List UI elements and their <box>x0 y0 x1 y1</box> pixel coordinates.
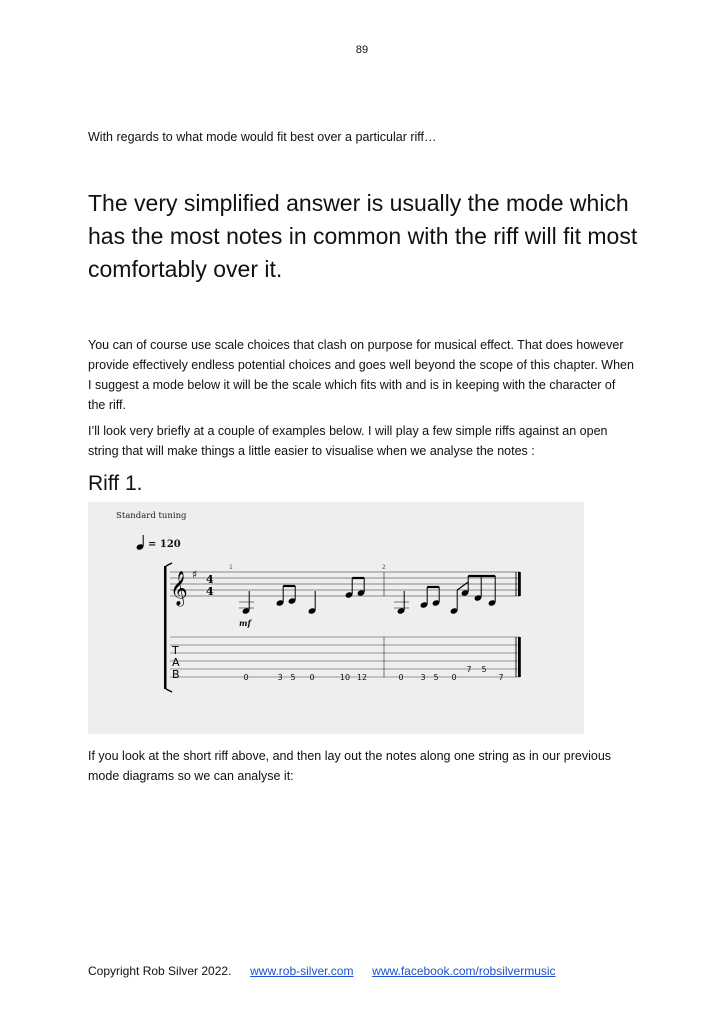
measure-number-1: 1 <box>229 564 233 571</box>
staff-final-barline-thick <box>518 572 521 596</box>
fret-number: 0 <box>243 673 249 682</box>
fret-number: 3 <box>277 673 283 682</box>
measure-number-2: 2 <box>382 564 386 571</box>
dynamic-marking: mf <box>239 618 251 628</box>
fret-number: 5 <box>481 665 487 674</box>
time-signature-top: 4 <box>206 573 214 586</box>
tempo-text: = 120 <box>148 539 181 550</box>
bracket-bottom-hook <box>166 689 172 692</box>
fret-number: 3 <box>420 673 426 682</box>
tuning-label: Standard tuning <box>116 511 187 521</box>
fret-number: 0 <box>309 673 315 682</box>
riff-heading: Riff 1. <box>88 472 143 495</box>
time-signature-bottom: 4 <box>206 585 214 598</box>
notes-measure-2 <box>397 576 497 615</box>
fret-number: 0 <box>451 673 457 682</box>
tab-final-barline-thick <box>518 637 521 677</box>
intro-text: With regards to what mode would fit best over a particular riff… <box>88 130 437 144</box>
page-number: 89 <box>355 44 369 56</box>
treble-clef-icon: 𝄞 <box>170 571 188 606</box>
footer <box>88 964 556 978</box>
fret-numbers <box>243 665 503 682</box>
fret-number: 10 <box>339 673 351 682</box>
bracket-top-hook <box>166 563 172 566</box>
copyright-text: Copyright Rob Silver 2022. <box>88 964 232 978</box>
key-signature-sharp-icon: ♯ <box>192 568 198 581</box>
paragraph-analyse: If you look at the short riff above, and then lay out the notes along one string as in our previous mode diagrams so we can analyse it: <box>88 749 612 783</box>
tab-figure <box>88 502 584 734</box>
fret-number: 7 <box>498 673 504 682</box>
tab-letter-t: T <box>172 644 179 657</box>
website-link[interactable]: www.rob-silver.com <box>250 964 354 978</box>
facebook-link[interactable]: www.facebook.com/robsilvermusic <box>372 964 556 978</box>
fret-number: 5 <box>433 673 439 682</box>
paragraph-examples: I’ll look very briefly at a couple of examples below. I will play a few simple riffs against an open string that will make things a little easier to visualise when we analyse the notes : <box>88 424 608 458</box>
tab-svg <box>88 502 584 734</box>
ledger-lines <box>239 602 409 608</box>
tab-letter-a: A <box>172 656 180 669</box>
fret-number: 7 <box>466 665 472 674</box>
headline: The very simplified answer is usually the mode which has the most notes in common with the riff will fit most comfortably over it. <box>88 190 638 282</box>
fret-number: 5 <box>290 673 296 682</box>
fret-number: 12 <box>356 673 368 682</box>
fret-number: 0 <box>398 673 404 682</box>
system-bracket <box>164 566 167 689</box>
tab-letter-b: B <box>172 668 180 681</box>
paragraph-scale-choices: You can of course use scale choices that clash on purpose for musical effect. That does however provide effectively endless potential choices and goes well beyond the scope of this chapter. When I suggest a mode below it will be the scale which fits with and is in keeping with the character of the riff. <box>88 338 634 412</box>
